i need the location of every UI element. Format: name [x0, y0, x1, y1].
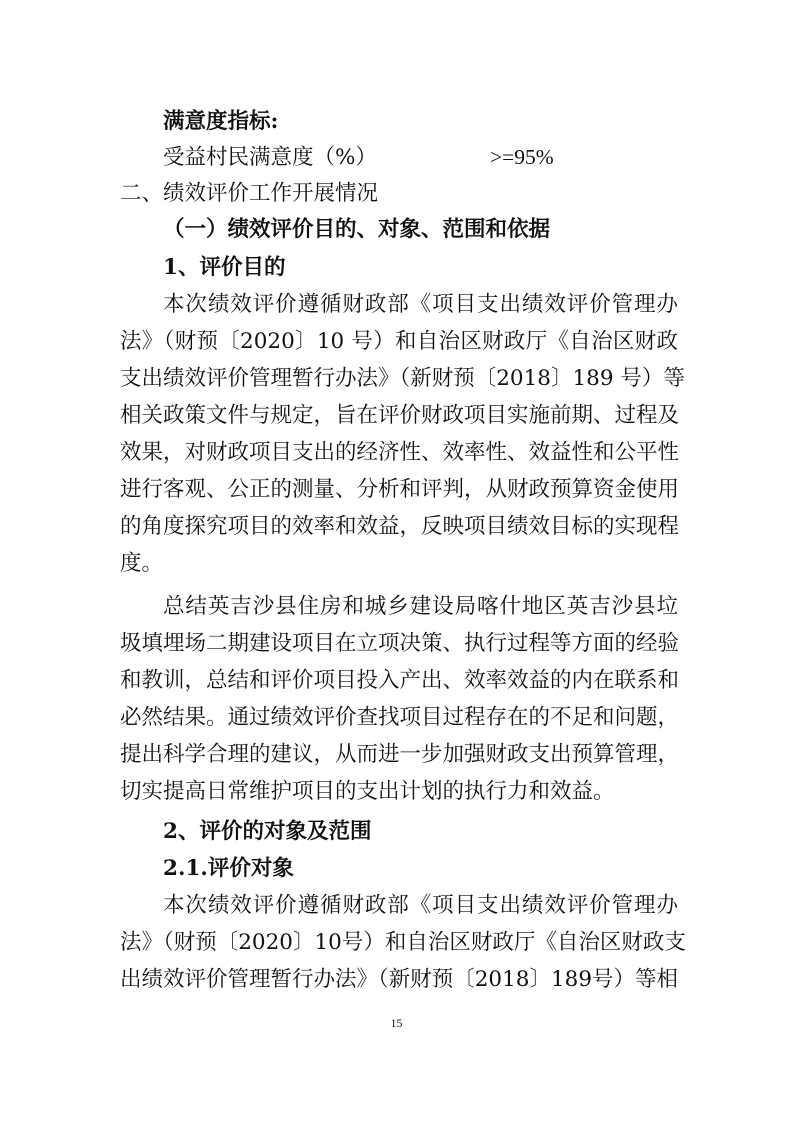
satisfaction-indicator-value: >=95%: [490, 145, 554, 169]
paragraph-line: 出绩效评价管理暂行办法》（新财预〔2018〕189号）等相: [120, 967, 679, 992]
paragraph-line: 必然结果。通过绩效评价查找项目过程存在的不足和问题，: [120, 705, 680, 730]
paragraph-line: 法》（财预〔2020〕10 号）和自治区财政厅《自治区财政: [120, 329, 678, 354]
page-number: 15: [390, 1016, 403, 1030]
paragraph-line: 相关政策文件与规定，旨在评价财政项目实施前期、过程及: [120, 403, 680, 428]
subsection-heading: （一）绩效评价目的、对象、范围和依据: [163, 217, 551, 242]
paragraph-line: 效果，对财政项目支出的经济性、效率性、效益性和公平性: [120, 440, 680, 465]
paragraph-line: 本次绩效评价遵循财政部《项目支出绩效评价管理办: [163, 893, 678, 918]
satisfaction-indicator-name: 受益村民满意度（%）: [163, 145, 377, 170]
paragraph-line: 度。: [120, 551, 164, 576]
paragraph-line: 的角度探究项目的效率和效益，反映项目绩效目标的实现程: [120, 514, 680, 539]
section-heading: 二、绩效评价工作开展情况: [120, 181, 379, 206]
paragraph-line: 进行客观、公正的测量、分析和评判，从财政预算资金使用: [120, 477, 680, 502]
paragraph-line: 支出绩效评价管理暂行办法》（新财预〔2018〕189 号）等: [120, 366, 685, 391]
paragraph-line: 圾填埋场二期建设项目在立项决策、执行过程等方面的经验: [120, 631, 680, 656]
paragraph-line: 本次绩效评价遵循财政部《项目支出绩效评价管理办: [163, 292, 678, 317]
paragraph-line: 总结英吉沙县住房和城乡建设局喀什地区英吉沙县垃: [163, 594, 678, 619]
paragraph-line: 切实提高日常维护项目的支出计划的执行力和效益。: [120, 779, 615, 804]
paragraph-line: 和教训，总结和评价项目投入产出、效率效益的内在联系和: [120, 668, 680, 693]
paragraph-line: 提出科学合理的建议，从而进一步加强财政支出预算管理，: [120, 742, 680, 767]
satisfaction-indicator-heading: 满意度指标:: [163, 109, 279, 134]
paragraph-line: 法》（财预〔2020〕10号）和自治区财政厅《自治区财政支: [120, 930, 686, 955]
heading-evaluation-scope: 2、评价的对象及范围: [163, 819, 372, 844]
heading-evaluation-purpose: 1、评价目的: [163, 255, 286, 280]
heading-evaluation-object: 2.1.评价对象: [163, 856, 294, 881]
satisfaction-indicator-row: [163, 147, 678, 169]
